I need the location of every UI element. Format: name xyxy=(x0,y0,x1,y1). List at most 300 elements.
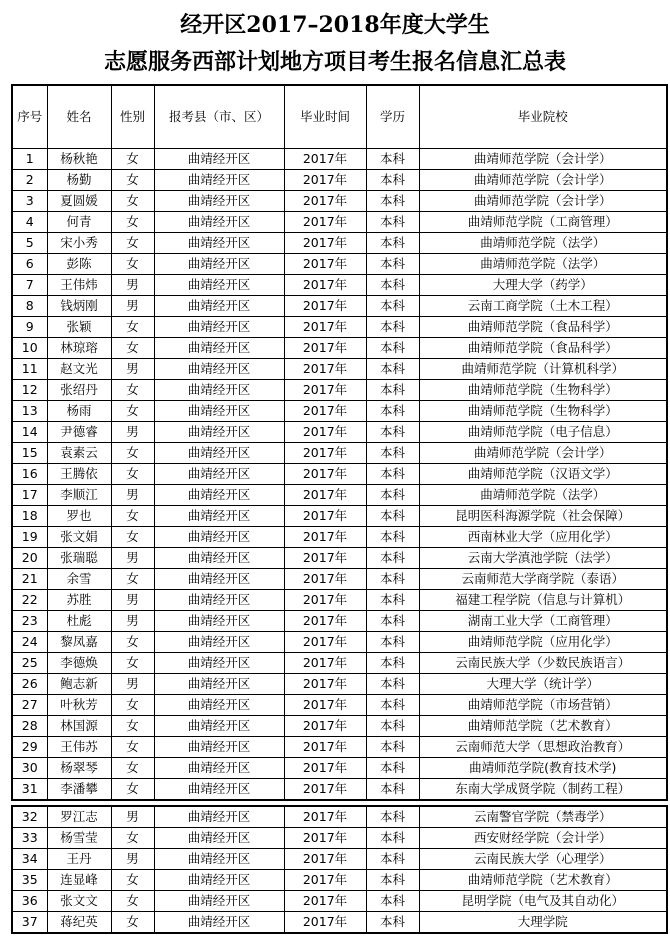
cell-index: 4 xyxy=(12,212,47,233)
table-row xyxy=(12,170,667,191)
table-row xyxy=(12,149,667,170)
cell-index: 17 xyxy=(12,485,47,506)
cell-index: 32 xyxy=(12,806,47,828)
cell-gender: 女 xyxy=(111,191,154,212)
table-body-1 xyxy=(12,149,667,801)
table-row xyxy=(12,443,667,464)
header-county: 报考县（市、区） xyxy=(154,85,284,149)
cell-index: 9 xyxy=(12,317,47,338)
cell-index: 34 xyxy=(12,849,47,870)
table-row xyxy=(12,233,667,254)
cell-degree: 本科 xyxy=(366,527,419,548)
table-row xyxy=(12,212,667,233)
cell-gender: 女 xyxy=(111,380,154,401)
cell-gender: 女 xyxy=(111,870,154,891)
cell-grad-time: 2017年 xyxy=(284,806,366,828)
cell-grad-time: 2017年 xyxy=(284,590,366,611)
cell-school: 曲靖师范学院（会计学） xyxy=(419,443,667,464)
cell-index: 23 xyxy=(12,611,47,632)
table-row xyxy=(12,674,667,695)
cell-county: 曲靖经开区 xyxy=(154,296,284,317)
cell-degree: 本科 xyxy=(366,422,419,443)
cell-county: 曲靖经开区 xyxy=(154,233,284,254)
cell-degree: 本科 xyxy=(366,170,419,191)
cell-grad-time: 2017年 xyxy=(284,380,366,401)
table-row xyxy=(12,485,667,506)
cell-degree: 本科 xyxy=(366,338,419,359)
cell-gender: 男 xyxy=(111,590,154,611)
cell-county: 曲靖经开区 xyxy=(154,443,284,464)
cell-grad-time: 2017年 xyxy=(284,695,366,716)
cell-grad-time: 2017年 xyxy=(284,779,366,801)
cell-degree: 本科 xyxy=(366,296,419,317)
cell-index: 31 xyxy=(12,779,47,801)
cell-name: 袁素云 xyxy=(47,443,111,464)
cell-gender: 男 xyxy=(111,674,154,695)
cell-school: 昆明医科海源学院（社会保障） xyxy=(419,506,667,527)
cell-school: 曲靖师范学院（会计学） xyxy=(419,149,667,170)
cell-degree: 本科 xyxy=(366,149,419,170)
cell-name: 余雪 xyxy=(47,569,111,590)
cell-degree: 本科 xyxy=(366,849,419,870)
cell-grad-time: 2017年 xyxy=(284,275,366,296)
cell-degree: 本科 xyxy=(366,569,419,590)
cell-index: 19 xyxy=(12,527,47,548)
cell-school: 曲靖师范学院（会计学） xyxy=(419,170,667,191)
cell-name: 彭陈 xyxy=(47,254,111,275)
cell-name: 杨翠琴 xyxy=(47,758,111,779)
cell-degree: 本科 xyxy=(366,359,419,380)
cell-county: 曲靖经开区 xyxy=(154,338,284,359)
cell-index: 35 xyxy=(12,870,47,891)
cell-degree: 本科 xyxy=(366,254,419,275)
table-row xyxy=(12,653,667,674)
cell-county: 曲靖经开区 xyxy=(154,758,284,779)
cell-county: 曲靖经开区 xyxy=(154,590,284,611)
cell-grad-time: 2017年 xyxy=(284,849,366,870)
cell-degree: 本科 xyxy=(366,401,419,422)
header-degree: 学历 xyxy=(366,85,419,149)
cell-county: 曲靖经开区 xyxy=(154,254,284,275)
cell-school: 湖南工业大学（工商管理） xyxy=(419,611,667,632)
cell-gender: 女 xyxy=(111,401,154,422)
cell-gender: 女 xyxy=(111,212,154,233)
cell-index: 8 xyxy=(12,296,47,317)
table-row xyxy=(12,737,667,758)
cell-name: 杨勤 xyxy=(47,170,111,191)
cell-county: 曲靖经开区 xyxy=(154,695,284,716)
cell-gender: 男 xyxy=(111,359,154,380)
table-row xyxy=(12,548,667,569)
cell-index: 26 xyxy=(12,674,47,695)
cell-county: 曲靖经开区 xyxy=(154,806,284,828)
table-row xyxy=(12,758,667,779)
cell-county: 曲靖经开区 xyxy=(154,849,284,870)
cell-name: 杨秋艳 xyxy=(47,149,111,170)
cell-gender: 女 xyxy=(111,716,154,737)
cell-county: 曲靖经开区 xyxy=(154,275,284,296)
header-gender: 性别 xyxy=(111,85,154,149)
cell-school: 大理大学（药学） xyxy=(419,275,667,296)
table-row xyxy=(12,849,667,870)
cell-county: 曲靖经开区 xyxy=(154,653,284,674)
cell-county: 曲靖经开区 xyxy=(154,212,284,233)
cell-degree: 本科 xyxy=(366,611,419,632)
cell-degree: 本科 xyxy=(366,870,419,891)
cell-name: 张文娟 xyxy=(47,527,111,548)
cell-name: 李德焕 xyxy=(47,653,111,674)
cell-school: 云南工商学院（土木工程） xyxy=(419,296,667,317)
cell-county: 曲靖经开区 xyxy=(154,870,284,891)
cell-name: 杜彪 xyxy=(47,611,111,632)
cell-school: 曲靖师范学院（生物科学） xyxy=(419,401,667,422)
table-row xyxy=(12,891,667,912)
cell-grad-time: 2017年 xyxy=(284,485,366,506)
cell-county: 曲靖经开区 xyxy=(154,632,284,653)
header-index: 序号 xyxy=(12,85,47,149)
cell-county: 曲靖经开区 xyxy=(154,317,284,338)
cell-county: 曲靖经开区 xyxy=(154,569,284,590)
cell-name: 李潘攀 xyxy=(47,779,111,801)
cell-name: 尹德睿 xyxy=(47,422,111,443)
cell-degree: 本科 xyxy=(366,506,419,527)
cell-county: 曲靖经开区 xyxy=(154,485,284,506)
cell-degree: 本科 xyxy=(366,716,419,737)
cell-index: 29 xyxy=(12,737,47,758)
cell-gender: 男 xyxy=(111,485,154,506)
cell-school: 西安财经学院（会计学） xyxy=(419,828,667,849)
cell-name: 王伟苏 xyxy=(47,737,111,758)
cell-gender: 男 xyxy=(111,296,154,317)
cell-county: 曲靖经开区 xyxy=(154,359,284,380)
cell-index: 14 xyxy=(12,422,47,443)
cell-index: 37 xyxy=(12,912,47,934)
cell-name: 王腾依 xyxy=(47,464,111,485)
table-row xyxy=(12,695,667,716)
table-row xyxy=(12,632,667,653)
cell-grad-time: 2017年 xyxy=(284,548,366,569)
cell-gender: 女 xyxy=(111,233,154,254)
cell-index: 33 xyxy=(12,828,47,849)
table-row xyxy=(12,359,667,380)
cell-school: 曲靖师范学院（汉语文学） xyxy=(419,464,667,485)
cell-degree: 本科 xyxy=(366,380,419,401)
cell-degree: 本科 xyxy=(366,317,419,338)
cell-grad-time: 2017年 xyxy=(284,401,366,422)
cell-degree: 本科 xyxy=(366,443,419,464)
cell-gender: 女 xyxy=(111,338,154,359)
cell-gender: 女 xyxy=(111,254,154,275)
cell-grad-time: 2017年 xyxy=(284,296,366,317)
cell-gender: 女 xyxy=(111,653,154,674)
table-row xyxy=(12,506,667,527)
cell-index: 18 xyxy=(12,506,47,527)
cell-degree: 本科 xyxy=(366,758,419,779)
cell-county: 曲靖经开区 xyxy=(154,401,284,422)
cell-grad-time: 2017年 xyxy=(284,527,366,548)
cell-school: 云南民族大学（心理学） xyxy=(419,849,667,870)
cell-county: 曲靖经开区 xyxy=(154,422,284,443)
cell-gender: 女 xyxy=(111,527,154,548)
cell-county: 曲靖经开区 xyxy=(154,674,284,695)
cell-gender: 女 xyxy=(111,569,154,590)
cell-school: 福建工程学院（信息与计算机） xyxy=(419,590,667,611)
cell-school: 曲靖师范学院（艺术教育） xyxy=(419,870,667,891)
cell-school: 曲靖师范学院（食品科学） xyxy=(419,338,667,359)
cell-grad-time: 2017年 xyxy=(284,758,366,779)
cell-school: 昆明学院（电气及其自动化） xyxy=(419,891,667,912)
cell-gender: 女 xyxy=(111,317,154,338)
cell-grad-time: 2017年 xyxy=(284,828,366,849)
cell-degree: 本科 xyxy=(366,632,419,653)
cell-index: 36 xyxy=(12,891,47,912)
cell-school: 云南民族大学（少数民族语言） xyxy=(419,653,667,674)
cell-gender: 男 xyxy=(111,275,154,296)
cell-degree: 本科 xyxy=(366,212,419,233)
header-grad-time: 毕业时间 xyxy=(284,85,366,149)
table-row xyxy=(12,317,667,338)
cell-county: 曲靖经开区 xyxy=(154,380,284,401)
cell-county: 曲靖经开区 xyxy=(154,149,284,170)
cell-grad-time: 2017年 xyxy=(284,891,366,912)
cell-index: 7 xyxy=(12,275,47,296)
cell-grad-time: 2017年 xyxy=(284,338,366,359)
cell-gender: 女 xyxy=(111,506,154,527)
table-row xyxy=(12,338,667,359)
cell-gender: 女 xyxy=(111,912,154,934)
table-row xyxy=(12,569,667,590)
cell-index: 3 xyxy=(12,191,47,212)
cell-county: 曲靖经开区 xyxy=(154,828,284,849)
cell-grad-time: 2017年 xyxy=(284,912,366,934)
cell-grad-time: 2017年 xyxy=(284,191,366,212)
cell-name: 赵文光 xyxy=(47,359,111,380)
cell-county: 曲靖经开区 xyxy=(154,716,284,737)
cell-degree: 本科 xyxy=(366,464,419,485)
cell-grad-time: 2017年 xyxy=(284,653,366,674)
cell-index: 13 xyxy=(12,401,47,422)
cell-index: 6 xyxy=(12,254,47,275)
table-row xyxy=(12,611,667,632)
cell-grad-time: 2017年 xyxy=(284,870,366,891)
cell-degree: 本科 xyxy=(366,674,419,695)
cell-school: 西南林业大学（应用化学） xyxy=(419,527,667,548)
table-row xyxy=(12,912,667,934)
cell-gender: 女 xyxy=(111,779,154,801)
cell-county: 曲靖经开区 xyxy=(154,527,284,548)
cell-school: 云南师范大学（思想政治教育） xyxy=(419,737,667,758)
cell-name: 张绍丹 xyxy=(47,380,111,401)
header-name: 姓名 xyxy=(47,85,111,149)
table-row xyxy=(12,380,667,401)
applicant-table-part-2 xyxy=(11,805,668,934)
cell-index: 12 xyxy=(12,380,47,401)
cell-grad-time: 2017年 xyxy=(284,464,366,485)
cell-grad-time: 2017年 xyxy=(284,317,366,338)
table-row xyxy=(12,527,667,548)
cell-index: 10 xyxy=(12,338,47,359)
title-line-2: 志愿服务西部计划地方项目考生报名信息汇总表 xyxy=(103,49,566,75)
cell-school: 大理大学（统计学） xyxy=(419,674,667,695)
cell-name: 夏圆媛 xyxy=(47,191,111,212)
cell-degree: 本科 xyxy=(366,485,419,506)
cell-county: 曲靖经开区 xyxy=(154,891,284,912)
cell-index: 21 xyxy=(12,569,47,590)
cell-index: 28 xyxy=(12,716,47,737)
cell-gender: 女 xyxy=(111,443,154,464)
cell-degree: 本科 xyxy=(366,191,419,212)
cell-school: 曲靖师范学院(教育技术学) xyxy=(419,758,667,779)
table-row xyxy=(12,590,667,611)
cell-school: 云南师范大学商学院（泰语） xyxy=(419,569,667,590)
cell-name: 李顺江 xyxy=(47,485,111,506)
cell-degree: 本科 xyxy=(366,779,419,801)
cell-name: 罗也 xyxy=(47,506,111,527)
table-row xyxy=(12,806,667,828)
cell-school: 曲靖师范学院（工商管理） xyxy=(419,212,667,233)
cell-grad-time: 2017年 xyxy=(284,674,366,695)
cell-name: 宋小秀 xyxy=(47,233,111,254)
cell-degree: 本科 xyxy=(366,912,419,934)
cell-name: 张文文 xyxy=(47,891,111,912)
cell-index: 2 xyxy=(12,170,47,191)
cell-name: 王丹 xyxy=(47,849,111,870)
cell-gender: 女 xyxy=(111,632,154,653)
table-row xyxy=(12,422,667,443)
table-row xyxy=(12,401,667,422)
table-row xyxy=(12,779,667,801)
cell-school: 云南警官学院（禁毒学） xyxy=(419,806,667,828)
cell-county: 曲靖经开区 xyxy=(154,464,284,485)
cell-grad-time: 2017年 xyxy=(284,233,366,254)
cell-gender: 男 xyxy=(111,806,154,828)
cell-grad-time: 2017年 xyxy=(284,716,366,737)
table-row xyxy=(12,828,667,849)
cell-school: 曲靖师范学院（应用化学） xyxy=(419,632,667,653)
cell-degree: 本科 xyxy=(366,653,419,674)
table-row xyxy=(12,191,667,212)
cell-grad-time: 2017年 xyxy=(284,611,366,632)
cell-name: 王伟炜 xyxy=(47,275,111,296)
cell-county: 曲靖经开区 xyxy=(154,548,284,569)
cell-index: 16 xyxy=(12,464,47,485)
cell-index: 1 xyxy=(12,149,47,170)
table-body-2 xyxy=(12,806,667,933)
cell-degree: 本科 xyxy=(366,828,419,849)
cell-school: 大理学院 xyxy=(419,912,667,934)
cell-degree: 本科 xyxy=(366,548,419,569)
title-line-1: 经开区2017–2018年度大学生 xyxy=(180,12,490,38)
cell-grad-time: 2017年 xyxy=(284,632,366,653)
cell-index: 25 xyxy=(12,653,47,674)
cell-gender: 女 xyxy=(111,758,154,779)
header-school: 毕业院校 xyxy=(419,85,667,149)
cell-county: 曲靖经开区 xyxy=(154,506,284,527)
cell-name: 杨雪莹 xyxy=(47,828,111,849)
cell-school: 曲靖师范学院（法学） xyxy=(419,254,667,275)
cell-grad-time: 2017年 xyxy=(284,569,366,590)
cell-county: 曲靖经开区 xyxy=(154,912,284,934)
cell-gender: 男 xyxy=(111,422,154,443)
cell-gender: 女 xyxy=(111,891,154,912)
cell-index: 30 xyxy=(12,758,47,779)
cell-name: 杨雨 xyxy=(47,401,111,422)
cell-grad-time: 2017年 xyxy=(284,170,366,191)
cell-degree: 本科 xyxy=(366,590,419,611)
cell-grad-time: 2017年 xyxy=(284,422,366,443)
table-row xyxy=(12,275,667,296)
cell-name: 连显峰 xyxy=(47,870,111,891)
cell-index: 24 xyxy=(12,632,47,653)
cell-gender: 女 xyxy=(111,149,154,170)
cell-gender: 男 xyxy=(111,548,154,569)
cell-gender: 女 xyxy=(111,828,154,849)
cell-school: 曲靖师范学院（艺术教育） xyxy=(419,716,667,737)
table-row xyxy=(12,716,667,737)
cell-index: 20 xyxy=(12,548,47,569)
table-row xyxy=(12,464,667,485)
applicant-table-part-1 xyxy=(11,84,668,801)
cell-grad-time: 2017年 xyxy=(284,737,366,758)
cell-grad-time: 2017年 xyxy=(284,254,366,275)
cell-gender: 女 xyxy=(111,170,154,191)
cell-county: 曲靖经开区 xyxy=(154,737,284,758)
cell-gender: 男 xyxy=(111,611,154,632)
cell-school: 曲靖师范学院（法学） xyxy=(419,485,667,506)
cell-index: 11 xyxy=(12,359,47,380)
cell-school: 曲靖师范学院（计算机科学） xyxy=(419,359,667,380)
cell-degree: 本科 xyxy=(366,695,419,716)
cell-degree: 本科 xyxy=(366,891,419,912)
cell-gender: 女 xyxy=(111,737,154,758)
cell-grad-time: 2017年 xyxy=(284,443,366,464)
cell-grad-time: 2017年 xyxy=(284,149,366,170)
cell-name: 苏胜 xyxy=(47,590,111,611)
cell-name: 蒋纪英 xyxy=(47,912,111,934)
cell-degree: 本科 xyxy=(366,233,419,254)
cell-gender: 女 xyxy=(111,695,154,716)
cell-county: 曲靖经开区 xyxy=(154,170,284,191)
cell-gender: 男 xyxy=(111,849,154,870)
cell-name: 林琼瑢 xyxy=(47,338,111,359)
table-row xyxy=(12,254,667,275)
cell-school: 曲靖师范学院（生物科学） xyxy=(419,380,667,401)
cell-name: 何青 xyxy=(47,212,111,233)
cell-name: 黎凤嘉 xyxy=(47,632,111,653)
cell-name: 钱炳刚 xyxy=(47,296,111,317)
cell-school: 东南大学成贤学院（制药工程） xyxy=(419,779,667,801)
cell-index: 27 xyxy=(12,695,47,716)
cell-school: 云南大学滇池学院（法学） xyxy=(419,548,667,569)
cell-school: 曲靖师范学院（法学） xyxy=(419,233,667,254)
cell-degree: 本科 xyxy=(366,275,419,296)
cell-gender: 女 xyxy=(111,464,154,485)
cell-county: 曲靖经开区 xyxy=(154,779,284,801)
cell-name: 罗江志 xyxy=(47,806,111,828)
cell-grad-time: 2017年 xyxy=(284,506,366,527)
table-row xyxy=(12,296,667,317)
cell-degree: 本科 xyxy=(366,806,419,828)
cell-county: 曲靖经开区 xyxy=(154,611,284,632)
table-row xyxy=(12,870,667,891)
cell-grad-time: 2017年 xyxy=(284,212,366,233)
cell-school: 曲靖师范学院（会计学） xyxy=(419,191,667,212)
cell-grad-time: 2017年 xyxy=(284,359,366,380)
cell-index: 15 xyxy=(12,443,47,464)
cell-school: 曲靖师范学院（食品科学） xyxy=(419,317,667,338)
cell-index: 22 xyxy=(12,590,47,611)
cell-index: 5 xyxy=(12,233,47,254)
